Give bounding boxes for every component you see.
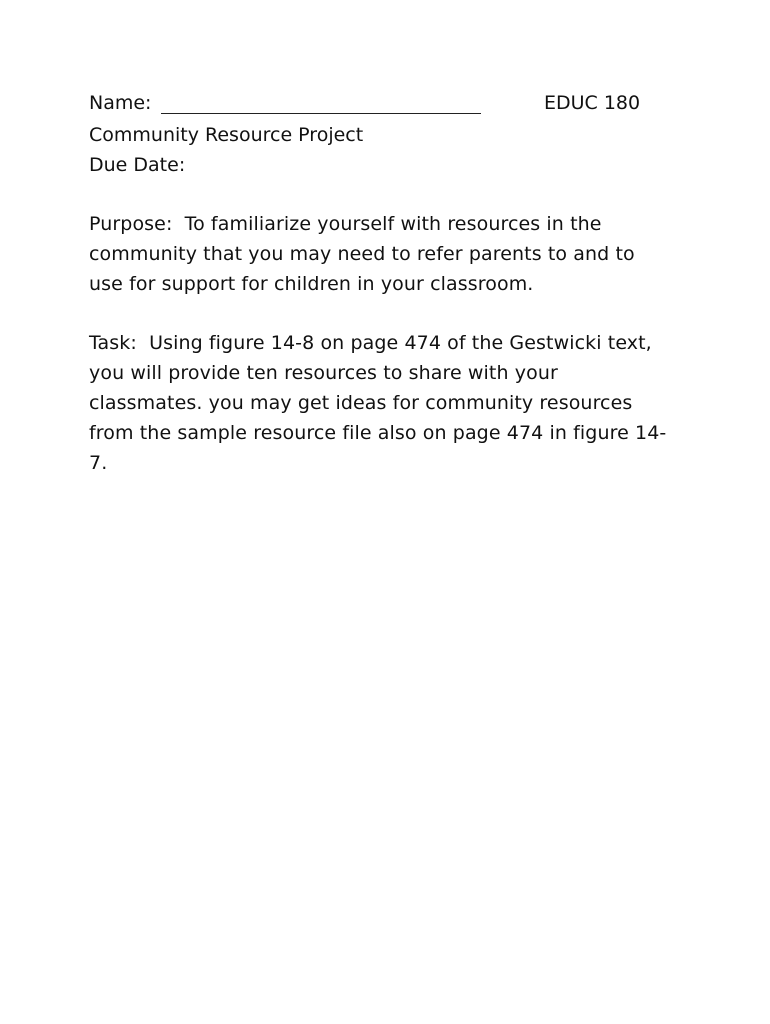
name-label: Name: xyxy=(89,92,152,114)
name-blank-line xyxy=(161,113,481,114)
name-row xyxy=(89,90,649,120)
document-header xyxy=(89,90,649,180)
task-paragraph xyxy=(89,328,669,478)
course-code: EDUC 180 xyxy=(544,92,641,114)
purpose-text: To familiarize yourself with resources in the community that you may need to refer parents to and to use for support for children in your classroom. xyxy=(89,213,635,295)
task-label: Task: xyxy=(89,332,137,354)
purpose-paragraph xyxy=(89,209,669,299)
due-date-label: Due Date: xyxy=(89,154,186,176)
task-text: Using figure 14-8 on page 474 of the Gestwicki text, you will provide ten resources to share with your classmates. you may get ideas for community resources from the sample resource file also on page 474 in figure 14-7. xyxy=(89,332,667,474)
purpose-label: Purpose: xyxy=(89,213,173,235)
project-title: Community Resource Project xyxy=(89,124,364,146)
